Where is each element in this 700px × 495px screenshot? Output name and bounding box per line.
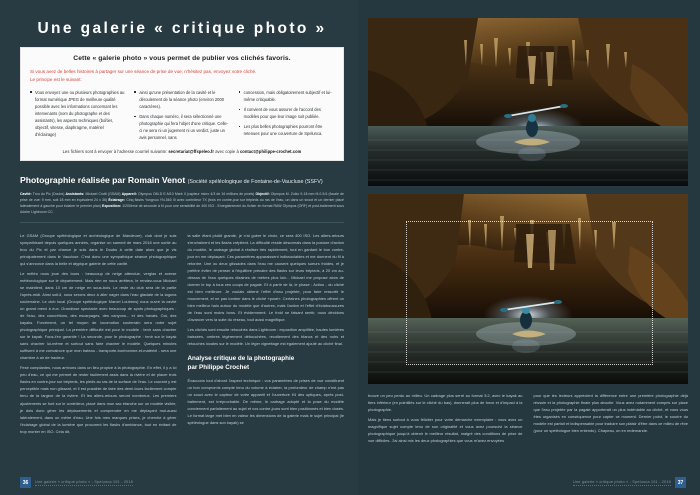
photo-2-graphic — [368, 194, 688, 384]
paragraph: Mais je tiens surtout à vous féliciter pour votre démarche exemplaire : vous avez un magnifique sujet compte tenu de son originalité et vous avez poursuivi la séance photographique jusqu'à obtenir le meilleur résultat, malgré des conditions de prise de vue difficiles. J'ai ainsi mis les deux photographies que vous m'avez envoyées — [368, 417, 523, 444]
submission-info-box — [20, 47, 344, 161]
analysis-column-right — [534, 392, 689, 447]
paragraph: Le GSAM (Groupe spéléologique et archéologique de Mandeure), club dont je suis sympathisant depuis quelques années, organise un samedi de mars 2018 une sortie au trou du Pic et par chance je suis dans le Doubs à cette date alors que je vis principalement dans le Vaucluse. C'est donc une sympathique séance photographique qui s'annonce dans la belle et atypique galerie de cette cavité. — [20, 232, 177, 266]
infobox-column-1 — [30, 89, 125, 144]
infobox-heading: Cette « galerie photo » vous permet de publier vos clichés favoris. — [73, 55, 291, 62]
paragraph: Fesé complantes, nous arrivons dans un lieu propice à la photographie. En effet, il y a ici peu d'eau, ce qui me permet de rester facilement assis dans la rivière et de placer trois flashs en contre-jour sur trépieds, les pieds au ras de la surface de l'eau. Le courant y est perceptible mais non glissant, et il est possible de faire des demi-tours facilement compte tenu de la largeur de la rivière. Et les allers-retours seront nombreux. Les premiers ajustements se font sur le contrôleur, placé dans mon sac étanche sur un modèle visible, je dois donc gérer les déplacements et comprendre en me déplaçant moi-aussi latéralement, dans un mètre d'eau. Une fois mes marques prises, je cherche à gérer l'éclairage global de la lumière que procurent les flashs d'ambiance, tout en évitant de trop monter en ISO. Cela dit, — [20, 365, 177, 434]
infobox-column-2 — [134, 89, 229, 144]
infobox-intro-line1: Si vous avez de belles histoires à partager sur une séance de prise de vue, n'hésitez pas, envoyez votre cliché. — [30, 69, 257, 74]
email-secretariat[interactable]: secretariat@ffspeleo.fr — [168, 149, 214, 155]
credit-society: (Société spéléologique de Fontaine-de-Vaucluse (SSFV) — [187, 179, 323, 186]
paragraph: trouve un peu perdu au milieu. Un cadrage plus serré au format 3:2, avec le kayak au tiers inférieur (en pointillés sur le cliché du bas), donnerait plus de force et d'impact à la photographie. — [368, 393, 523, 413]
infobox-intro — [30, 68, 334, 84]
analysis-body — [368, 392, 688, 447]
analysis-heading-line1: Analyse critique de la photographie — [187, 355, 295, 363]
footer-left — [20, 477, 133, 488]
article-column-right — [188, 232, 345, 438]
paragraph: la salle étant plutôt grande, je n'ai guère le choix, ce sera 400 ISO. Les allers-retours s'enchaînent et les flashs crépitent. La difficulté réside désormais dans la posture d'action du modèle, le cadrage global à réaliser très rapidement, tout en gardant le bon contre-jour en me déplaçant. Ces paramètres apparaissent indissociables et me donnent du fil à retordre. Une ou deux glissades dans l'eau me causent quelques sueurs froides, et je préfère éviter de penser à l'équilibre précaire des flashs sur leurs trépieds, à 20 cm au-dessus de l'eau quelques dizaines de mètres plus loin... Mickael me propose alors de dormer le top à tous ces coups de pagaie. Et à partir de là, le phase : Action - du cliché est bien meilleure. Je voulais obtenir l'effet d'eau projetée, pour faire ressortir le mouvement, et ne pas tomber dans le cliché «posé». Certaines photographies offrent un bien meilleur halo autour du modèle que d'autres, mais l'action et l'effet d'éclaboussures de l'eau sont moins bons. Et évidemment. Le froid se faisant sentir, nous décidons d'avancer vers la suite du réseau, tout aussi magnifique. — [187, 232, 344, 323]
list-item: Les plus belles photographies pourront être retenues pour une couverture de Spelunca. — [239, 123, 334, 137]
paragraph: Évacuons tout d'abord l'aspect technique : vos paramètres de prises de vue constituent un bon compromis compte tenu du volume à éclairer, la profondeur de champ n'est pas un souci avec le capteur de votre appareil et l'ouverture f/4 des optiques, après post-traitement, est irréprochable. De même, le cadrage adopté et la pose du modèle conviennent parfaitement au sujet et vos contre-jours sont bien positionnés et bien dosés. Le format large met bien en valeur les dimensions de la galerie mais le sujet principal (le spéléologue dans son kayak) se — [187, 378, 344, 426]
footer-text-right: Une galerie « critique photo » - Spelunca 151 - 2018 — [573, 479, 671, 484]
contact-prefix: Les fichiers sont à envoyer à l'adresse courriel suivante: — [62, 149, 168, 155]
page-number-right: 37 — [675, 477, 686, 488]
list-item: Dans chaque numéro, il sera sélectionné une photographie qui fera l'objet d'une critique. Celle-ci ne sera ni un jugement ni un verdict, juste un avis personnel, sans — [134, 113, 229, 141]
paragraph: Le météo nous joue des tours : beaucoup de neige attendue, verglas et averse météorologique sur le département. Mais rien ne nous arrêtera, le rendez-vous Mickael se maintient, dans 10 cm de neige en sous-bois. Le reste du club sera de la partie l'après-midi. Ainsi soit-il, nous serons deux à aller nager dans l'eau glaciale de la laguna souterraine. Le club local (Groupe spéléologique Marcel Loubens) nous ouvre la cavité un grand merci à eux. Grandiose spectacle avec beaucoup de spots photographiques : de l'eau, des concrétions, des escarpages, des canyons... et des havats. Oui, des kayaks. Forcément, un tel moyen de locomotion souterrain sera notre sujet photographique principal. La première difficulté est pour le modèle : tenir sans chavirer sur le kayak. Fous-t'en garantie ! La seconde, pour le photographe : tenir sur le kayak sans chavirer lui-même et surtout sans faire chavirer le modèle. Quelques minutes suffisent à me convaincre que mon bateau - transporte-bonhomme-et-matériel - sera une chambre à air de tracteur. — [20, 270, 177, 361]
analysis-column-left — [368, 392, 523, 447]
paragraph: pour que les lecteurs apprécient la différence entre une première photographie déjà réussie et la photographie finale plus aboutie. Vous avez notamment compris sur place que l'eau projetée par la pagaie apporterait un plus indéniable au cliché, et vous vous êtes organisés en conséquence pour capter ce moment. Dernier point, le sourire du modèle est parfait et indispensable pour traduire son plaisir d'être dans ce milieu de rêve (pour un spéléologue bien entendu). Chapeau, on en redemande. — [533, 393, 688, 434]
photographer-credit — [20, 170, 344, 223]
analysis-heading — [188, 355, 345, 372]
contact-middle: avec copie à — [215, 149, 239, 155]
paragraph: Les clichés sont ensuite retouchés dans Lightroom : exposition amplifiée, hautes lumières baissées, ombres légèrement débouchées, recollement des blancs et des noirs et retouches locales sur le modèle. Un léger vignettage est également ajouté au cliché final. — [187, 327, 344, 347]
article-column-left — [20, 232, 177, 438]
technical-specs: Cavité: Trou du Pic (Doubs) Assistants: Mickael Crotti (GSAM) Appareil: Olympus OM-D E-M10 Mark II (capteur micro 4/3 de 16 millions de pixels) Objectif: Olympus M. Zuiko 9-18 mm f4.0-5.6 (focale de prise de vue: 9 mm, soit 18 mm en équivalent 24 x 36) Éclairage: Cinq flashs Yongnuo YN-560 III avec contrôleur TX (trois en contre-jour sur trépieds au ras de l'eau, un dans un snoot et un dernier placé latéralement à gauche pour éclairer le premier plan) Exposition: 1/200ème de seconde à f4 pour une sensibilité de 400 ISO - Enregistrement du fichier en format RAW Olympus (ORF) et post-traitement sous Adobe Lightroom CC. — [20, 192, 344, 214]
infobox-intro-line2: Le principe est le suivant: — [30, 77, 82, 83]
list-item: Il convient de vous assurer de l'accord des modèles pour que leur image soit publiée. — [239, 106, 334, 120]
list-item: ainsi qu'une présentation de la cavité et le déroulement de la séance photo (environ 2000 caractères). — [134, 89, 229, 110]
infobox-columns — [30, 89, 334, 144]
article-body — [20, 232, 344, 438]
photo-1-graphic — [368, 18, 688, 186]
divider — [20, 222, 344, 223]
analysis-heading-line2: par Philippe Crochet — [187, 363, 250, 371]
email-contact[interactable]: contact@philippe-crochet.com — [239, 149, 302, 155]
footer-text-left: Une galerie « critique photo » - Spelunca 151 - 2018 — [35, 479, 133, 484]
list-item: Vous envoyez une ou plusieurs photographies au format numérique JPEG de meilleure qualité possible avec les informations concernant les intervenants (nom du photographe et des assistants), les aspects techniques (boîtier, objectif, vitesse, diaphragme, matériel d'éclairage) — [30, 89, 125, 138]
page-title: Une galerie « critique photo » — [37, 20, 327, 37]
contact-line — [30, 149, 334, 154]
footer-right — [573, 477, 686, 488]
infobox-column-3 — [239, 89, 334, 144]
credit-title — [20, 175, 323, 185]
cave-kayak-photo-1[interactable] — [368, 18, 688, 186]
credit-name: Photographie réalisée par Romain Venot — [20, 175, 186, 186]
right-page — [358, 0, 700, 495]
cave-kayak-photo-2[interactable] — [368, 194, 688, 384]
list-item: concession, mais obligatoirement subjectif et lui-même critiquable. — [239, 89, 334, 103]
page-number-left: 36 — [20, 477, 31, 488]
